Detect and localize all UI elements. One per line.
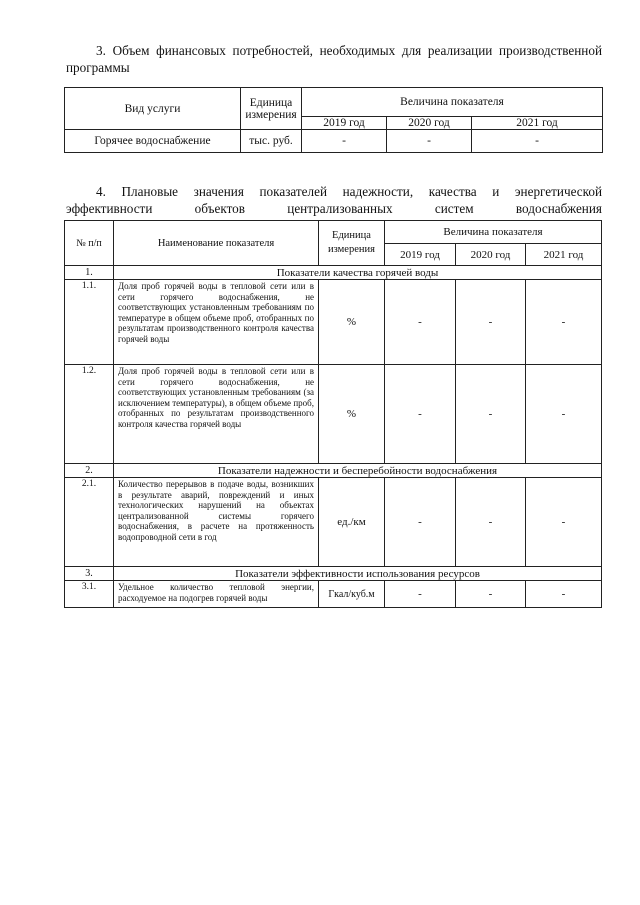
table-row (65, 478, 602, 567)
unit-cell: Гкал/куб.м (319, 581, 385, 608)
group-num: 3. (65, 567, 114, 581)
year-header: 2020 год (387, 117, 472, 130)
value-cell: - (526, 280, 602, 365)
row-num: 2.1. (65, 478, 114, 567)
unit-cell: тыс. руб. (241, 130, 302, 153)
value-cell: - (456, 280, 526, 365)
group-title: Показатели качества горячей воды (114, 266, 602, 280)
financial-needs-table (64, 87, 603, 153)
col-header-service: Вид услуги (65, 88, 241, 130)
col-header-value: Величина показателя (385, 221, 602, 244)
indicator-name: Количество перерывов в подаче воды, возникших в результате аварий, повреждений и иных технологических нарушений на объектах централизованной системы горячего водоснабжения, в расчете на протяженность водопроводной сети в год (114, 478, 319, 567)
group-title: Показатели эффективности использования ресурсов (114, 567, 602, 581)
unit-cell: ед./км (319, 478, 385, 567)
unit-cell: % (319, 280, 385, 365)
value-cell: - (456, 581, 526, 608)
value-cell: - (387, 130, 472, 153)
indicator-name: Доля проб горячей воды в тепловой сети или в сети горячего водоснабжения, не соответствующих установленным требованиям по температуре в общем объеме проб, отобранных по результатам производственного контроля качества горячей воды (114, 280, 319, 365)
value-cell: - (385, 280, 456, 365)
section3-heading: 3. Объем финансовых потребностей, необходимых для реализации производственной программы (66, 43, 602, 75)
group-title: Показатели надежности и бесперебойности водоснабжения (114, 464, 602, 478)
value-cell: - (456, 365, 526, 464)
col-header-unit: Единица измерения (319, 221, 385, 266)
table-row (65, 581, 602, 608)
group-row (65, 567, 602, 581)
indicator-name: Доля проб горячей воды в тепловой сети или в сети горячего водоснабжения, не соответствующих установленным требованиям (за исключением температуры), в общем объеме проб, отобранных по результатам производственного контроля качества горячей воды (114, 365, 319, 464)
year-header: 2019 год (385, 244, 456, 266)
group-row (65, 464, 602, 478)
group-num: 1. (65, 266, 114, 280)
row-num: 1.1. (65, 280, 114, 365)
unit-cell: % (319, 365, 385, 464)
value-cell: - (456, 478, 526, 567)
value-cell: - (472, 130, 603, 153)
table-row (65, 130, 603, 153)
value-cell: - (302, 130, 387, 153)
value-cell: - (385, 365, 456, 464)
col-header-name: Наименование показателя (114, 221, 319, 266)
table-row (65, 280, 602, 365)
row-num: 3.1. (65, 581, 114, 608)
section4-heading: 4. Плановые значения показателей надежности, качества и энергетической эффективности объектов централизованных систем водоснабжения (66, 184, 602, 216)
value-cell: - (526, 478, 602, 567)
year-header: 2020 год (456, 244, 526, 266)
col-header-unit: Единица измерения (241, 88, 302, 130)
value-cell: - (385, 581, 456, 608)
value-cell: - (526, 365, 602, 464)
table-row (65, 365, 602, 464)
year-header: 2021 год (472, 117, 603, 130)
row-num: 1.2. (65, 365, 114, 464)
group-num: 2. (65, 464, 114, 478)
year-header: 2019 год (302, 117, 387, 130)
group-row (65, 266, 602, 280)
year-header: 2021 год (526, 244, 602, 266)
indicator-name: Удельное количество тепловой энергии, расходуемое на подогрев горячей воды (114, 581, 319, 608)
col-header-value: Величина показателя (302, 88, 603, 117)
service-name: Горячее водоснабжение (65, 130, 241, 153)
value-cell: - (526, 581, 602, 608)
col-header-num: № п/п (65, 221, 114, 266)
indicators-table (64, 220, 602, 608)
value-cell: - (385, 478, 456, 567)
